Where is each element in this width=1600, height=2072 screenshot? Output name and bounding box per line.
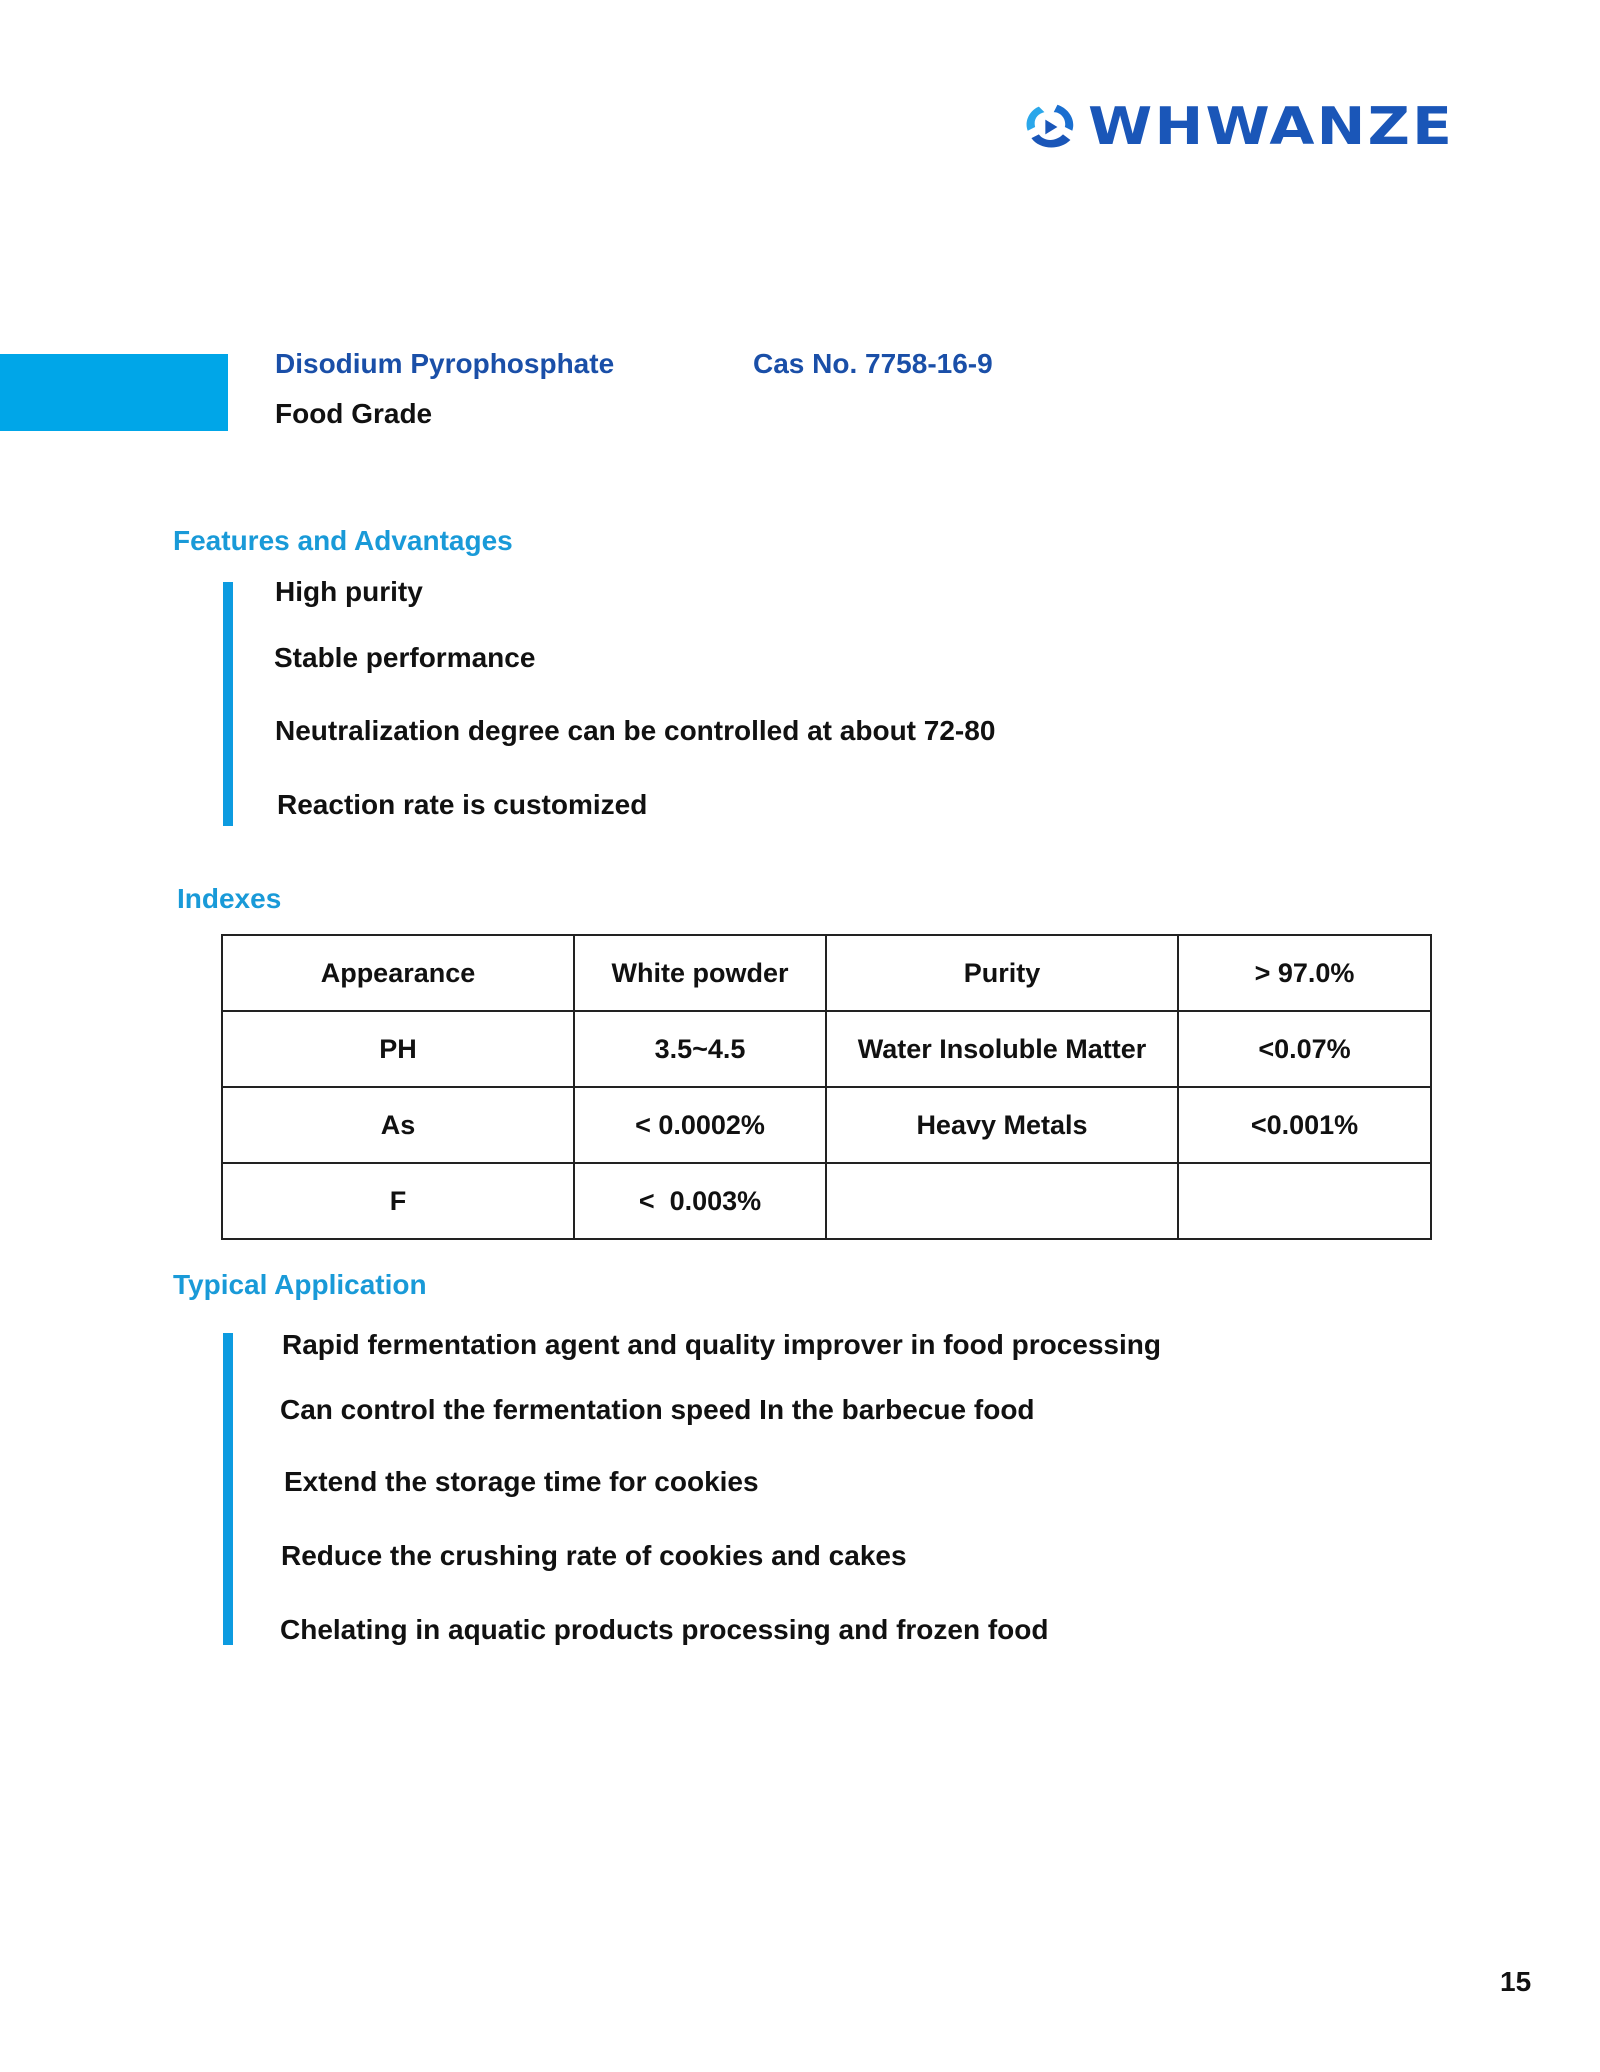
application-item: Rapid fermentation agent and quality improver in food processing <box>282 1329 1161 1360</box>
table-cell: Appearance <box>222 935 574 1011</box>
application-item: Chelating in aquatic products processing and frozen food <box>280 1614 1049 1645</box>
feature-item: Stable performance <box>274 642 536 673</box>
page-number: 15 <box>1500 1966 1532 1997</box>
product-grade: Food Grade <box>275 398 433 429</box>
application-item: Can control the fermentation speed In the barbecue food <box>280 1394 1035 1425</box>
product-name: Disodium Pyrophosphate <box>275 348 615 379</box>
table-cell: White powder <box>574 935 826 1011</box>
table-row <box>222 1087 1431 1163</box>
table-cell: 3.5~4.5 <box>574 1011 826 1087</box>
table-cell: F <box>222 1163 574 1239</box>
table-cell: <0.001% <box>1178 1087 1431 1163</box>
table-row <box>222 935 1431 1011</box>
applications-bar <box>223 1333 233 1645</box>
application-item: Extend the storage time for cookies <box>284 1466 759 1497</box>
table-cell: PH <box>222 1011 574 1087</box>
table-cell <box>826 1163 1178 1239</box>
features-heading: Features and Advantages <box>173 525 513 556</box>
feature-item: Reaction rate is customized <box>277 789 648 820</box>
feature-item: Neutralization degree can be controlled at about 72-80 <box>275 715 996 746</box>
table-cell: < 0.0002% <box>574 1087 826 1163</box>
table-cell: As <box>222 1087 574 1163</box>
features-bar <box>223 582 233 826</box>
table-cell <box>1178 1163 1431 1239</box>
feature-item: High purity <box>275 576 423 607</box>
cas-number: Cas No. 7758-16-9 <box>753 348 993 379</box>
table-cell: Water Insoluble Matter <box>826 1011 1178 1087</box>
table-cell: Purity <box>826 935 1178 1011</box>
table-cell: <0.07% <box>1178 1011 1431 1087</box>
table-cell: > 97.0% <box>1178 935 1431 1011</box>
accent-bar <box>0 354 228 431</box>
applications-heading: Typical Application <box>173 1269 427 1300</box>
triple-swirl-play-icon <box>1022 101 1078 153</box>
table-row <box>222 1011 1431 1087</box>
indexes-table <box>221 934 1432 1240</box>
indexes-heading: Indexes <box>177 883 282 914</box>
brand-name: WHWANZE <box>1088 97 1455 157</box>
brand-logo <box>1022 97 1455 157</box>
table-row <box>222 1163 1431 1239</box>
table-cell: < 0.003% <box>574 1163 826 1239</box>
application-item: Reduce the crushing rate of cookies and cakes <box>281 1540 907 1571</box>
table-cell: Heavy Metals <box>826 1087 1178 1163</box>
